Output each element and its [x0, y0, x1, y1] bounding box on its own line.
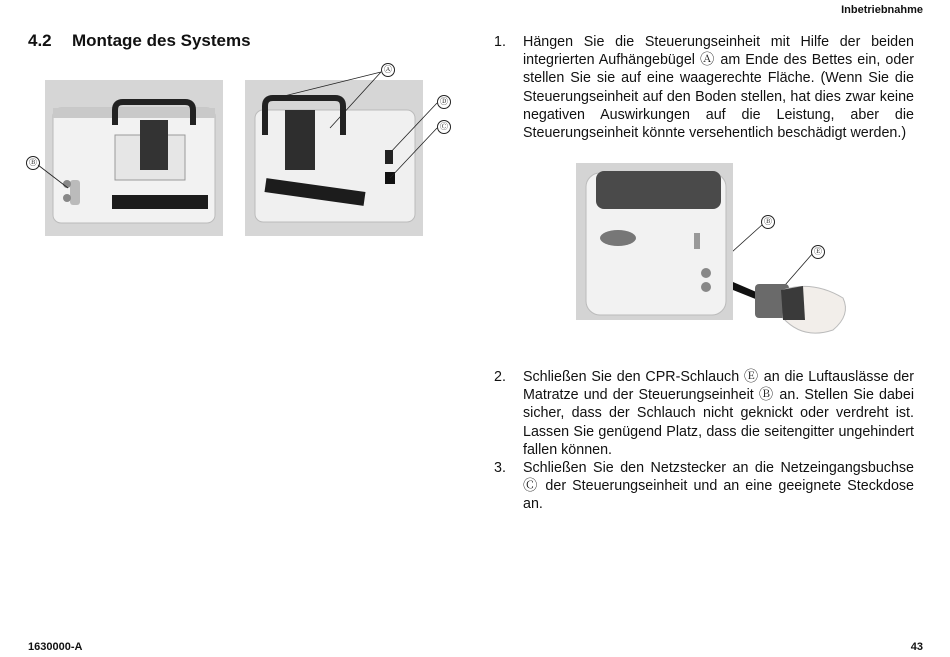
step-text: Hängen Sie die Steuerungseinheit mit Hilfe der beiden integrierten Aufhängebügel Ⓐ am Ende des Bettes ein, oder stellen Sie sie auf eine waagerechte Fläche. (Wenn Sie die Steuerungseinheit auf den Boden stellen, hat dies zwar keine negativen Auswirkungen auf die Leistung, aber die Steuerungseinheit könnte versehentlich beschädigt werden.)	[523, 34, 914, 142]
callout-b-right: Ⓑ	[761, 215, 775, 229]
instruction-steps-2-3	[494, 368, 914, 514]
cpr-connection-illustration	[576, 163, 733, 320]
instruction-step-2	[494, 368, 914, 459]
instruction-step-1	[494, 33, 914, 142]
hand-illustration	[733, 270, 853, 350]
page-number: 43	[910, 641, 923, 653]
photo-cpr-connection	[576, 163, 733, 320]
callout-c: Ⓒ	[437, 120, 451, 134]
step-text: Schließen Sie den CPR-Schlauch Ⓔ an die Luftauslässe der Matratze und der Steuerungseinheit Ⓑ an. Stellen Sie dabei sicher, dass der Schlauch nicht geknickt oder verdreht ist. Lassen Sie genügend Platz, dass die seitengitter ungehindert fallen können.	[523, 369, 914, 458]
step-text: Schließen Sie den Netzstecker an die Netzeingangsbuchse Ⓒ der Steuerungseinheit und an eine geeignete Steckdose an.	[523, 460, 914, 513]
section-title: Montage des Systems	[72, 31, 251, 50]
instruction-step-3	[494, 459, 914, 514]
section-number: 4.2	[28, 31, 52, 50]
document-number: 1630000-A	[28, 641, 83, 653]
step-number: 3.	[494, 460, 506, 477]
hand-with-hose-connector	[733, 270, 853, 350]
callout-b-left: Ⓑ	[26, 156, 40, 170]
callout-e: Ⓔ	[811, 245, 825, 259]
step-number: 1.	[494, 34, 506, 50]
callout-d: Ⓓ	[437, 95, 451, 109]
running-header: Inbetriebnahme	[841, 4, 923, 16]
callout-a: Ⓐ	[381, 63, 395, 77]
step-number: 2.	[494, 369, 506, 385]
